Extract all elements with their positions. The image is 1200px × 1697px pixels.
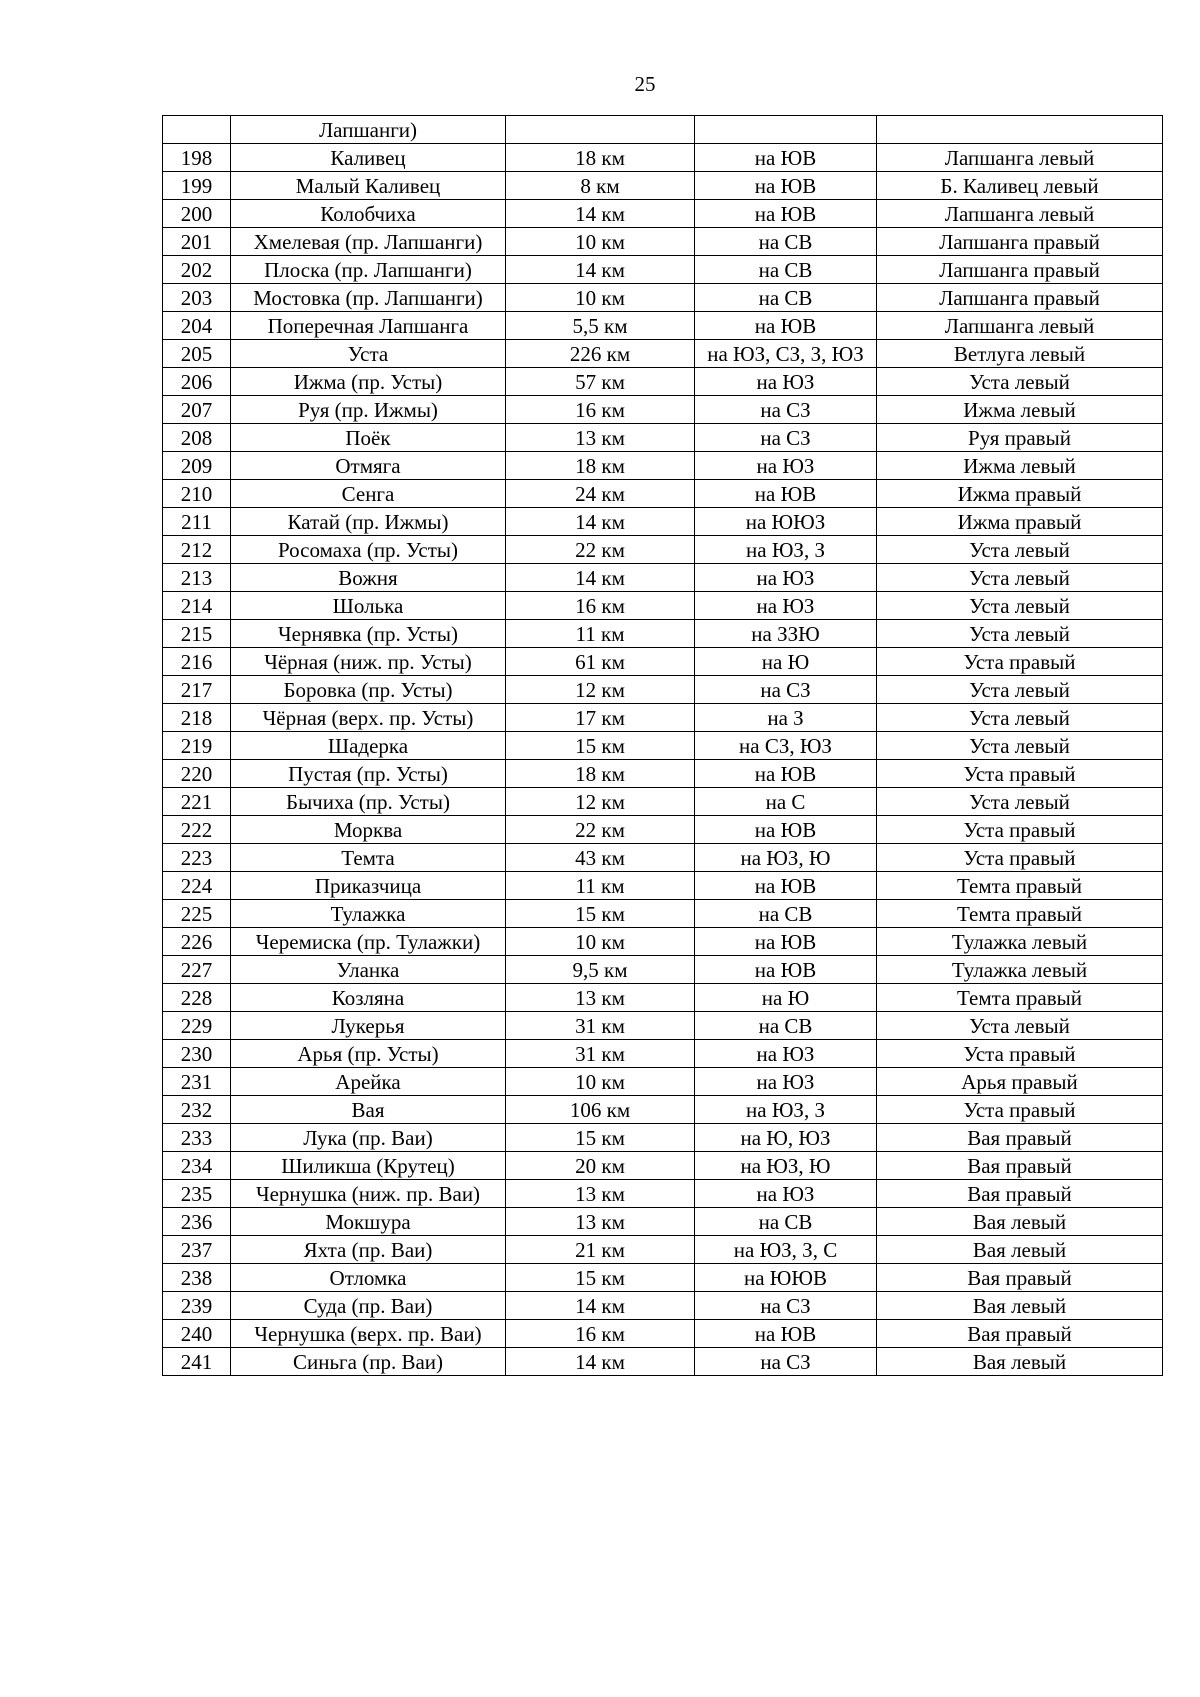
river-length-cell: 10 км bbox=[506, 228, 695, 256]
flow-direction-cell: на ЮЗ bbox=[695, 592, 877, 620]
flow-direction-cell: на ЮЗ, СЗ, З, ЮЗ bbox=[695, 340, 877, 368]
flow-direction-cell: на ЮВ bbox=[695, 172, 877, 200]
rivers-table-body bbox=[163, 116, 1163, 1376]
row-number-cell: 228 bbox=[163, 984, 231, 1012]
flow-direction-cell: на ЮВ bbox=[695, 1320, 877, 1348]
river-length-cell: 14 км bbox=[506, 1292, 695, 1320]
river-length-cell: 226 км bbox=[506, 340, 695, 368]
row-number-cell: 223 bbox=[163, 844, 231, 872]
mouth-side-cell: Уста правый bbox=[877, 844, 1163, 872]
flow-direction-cell: на ЮЗ bbox=[695, 1068, 877, 1096]
row-number-cell: 211 bbox=[163, 508, 231, 536]
flow-direction-cell: на ЮЗ bbox=[695, 452, 877, 480]
river-name-cell: Руя (пр. Ижмы) bbox=[231, 396, 506, 424]
river-name-cell: Росомаха (пр. Усты) bbox=[231, 536, 506, 564]
table-row bbox=[163, 312, 1163, 340]
river-name-cell: Шадерка bbox=[231, 732, 506, 760]
mouth-side-cell: Тулажка левый bbox=[877, 928, 1163, 956]
table-row bbox=[163, 1180, 1163, 1208]
mouth-side-cell: Уста левый bbox=[877, 788, 1163, 816]
river-name-cell: Чернявка (пр. Усты) bbox=[231, 620, 506, 648]
table-row bbox=[163, 228, 1163, 256]
table-row bbox=[163, 172, 1163, 200]
row-number-cell: 205 bbox=[163, 340, 231, 368]
river-length-cell: 11 км bbox=[506, 872, 695, 900]
river-length-cell: 12 км bbox=[506, 788, 695, 816]
river-name-cell: Плоска (пр. Лапшанги) bbox=[231, 256, 506, 284]
river-length-cell: 15 км bbox=[506, 900, 695, 928]
flow-direction-cell: на ЮВ bbox=[695, 760, 877, 788]
table-row bbox=[163, 480, 1163, 508]
river-length-cell: 57 км bbox=[506, 368, 695, 396]
row-number-cell: 217 bbox=[163, 676, 231, 704]
river-name-cell: Шиликша (Крутец) bbox=[231, 1152, 506, 1180]
table-row bbox=[163, 1012, 1163, 1040]
flow-direction-cell: на СВ bbox=[695, 284, 877, 312]
flow-direction-cell: на ЗЗЮ bbox=[695, 620, 877, 648]
river-length-cell: 106 км bbox=[506, 1096, 695, 1124]
row-number-cell: 216 bbox=[163, 648, 231, 676]
row-number-cell: 241 bbox=[163, 1348, 231, 1376]
river-length-cell: 9,5 км bbox=[506, 956, 695, 984]
table-row bbox=[163, 200, 1163, 228]
row-number-cell: 220 bbox=[163, 760, 231, 788]
row-number-cell: 215 bbox=[163, 620, 231, 648]
row-number-cell: 225 bbox=[163, 900, 231, 928]
river-name-cell: Ижма (пр. Усты) bbox=[231, 368, 506, 396]
row-number-cell: 237 bbox=[163, 1236, 231, 1264]
row-number-cell: 201 bbox=[163, 228, 231, 256]
row-number-cell: 199 bbox=[163, 172, 231, 200]
river-name-cell: Уланка bbox=[231, 956, 506, 984]
flow-direction-cell: на ЮЗ, Ю bbox=[695, 844, 877, 872]
river-name-cell: Отломка bbox=[231, 1264, 506, 1292]
row-number-cell: 236 bbox=[163, 1208, 231, 1236]
river-name-cell: Арья (пр. Усты) bbox=[231, 1040, 506, 1068]
mouth-side-cell: Вая левый bbox=[877, 1208, 1163, 1236]
flow-direction-cell: на СВ bbox=[695, 228, 877, 256]
row-number-cell: 233 bbox=[163, 1124, 231, 1152]
flow-direction-cell: на СВ bbox=[695, 900, 877, 928]
mouth-side-cell: Вая левый bbox=[877, 1348, 1163, 1376]
river-length-cell: 10 км bbox=[506, 1068, 695, 1096]
river-length-cell: 16 км bbox=[506, 592, 695, 620]
river-length-cell: 14 км bbox=[506, 1348, 695, 1376]
river-name-cell: Отмяга bbox=[231, 452, 506, 480]
river-length-cell: 10 км bbox=[506, 284, 695, 312]
river-name-cell: Тулажка bbox=[231, 900, 506, 928]
table-row bbox=[163, 564, 1163, 592]
table-row bbox=[163, 592, 1163, 620]
mouth-side-cell: Ижма правый bbox=[877, 508, 1163, 536]
flow-direction-cell: на ЮЗ bbox=[695, 368, 877, 396]
flow-direction-cell: на ЮВ bbox=[695, 480, 877, 508]
river-name-cell: Козляна bbox=[231, 984, 506, 1012]
table-row bbox=[163, 816, 1163, 844]
river-name-cell: Черемиска (пр. Тулажки) bbox=[231, 928, 506, 956]
river-name-cell: Синьга (пр. Ваи) bbox=[231, 1348, 506, 1376]
river-length-cell: 12 км bbox=[506, 676, 695, 704]
row-number-cell: 222 bbox=[163, 816, 231, 844]
table-row bbox=[163, 1264, 1163, 1292]
mouth-side-cell: Темта правый bbox=[877, 900, 1163, 928]
river-name-cell: Уста bbox=[231, 340, 506, 368]
flow-direction-cell: на ЮЗ, З bbox=[695, 1096, 877, 1124]
river-length-cell: 24 км bbox=[506, 480, 695, 508]
river-length-cell: 15 км bbox=[506, 732, 695, 760]
mouth-side-cell: Ижма левый bbox=[877, 452, 1163, 480]
mouth-side-cell: Тулажка левый bbox=[877, 956, 1163, 984]
river-length-cell: 22 км bbox=[506, 536, 695, 564]
river-length-cell: 21 км bbox=[506, 1236, 695, 1264]
row-number-cell: 219 bbox=[163, 732, 231, 760]
row-number-cell: 238 bbox=[163, 1264, 231, 1292]
mouth-side-cell: Вая правый bbox=[877, 1320, 1163, 1348]
mouth-side-cell: Лапшанга правый bbox=[877, 228, 1163, 256]
river-name-cell: Поёк bbox=[231, 424, 506, 452]
river-length-cell: 14 км bbox=[506, 508, 695, 536]
mouth-side-cell: Уста левый bbox=[877, 732, 1163, 760]
flow-direction-cell: на ЮЗ, З, С bbox=[695, 1236, 877, 1264]
flow-direction-cell: на СВ bbox=[695, 256, 877, 284]
row-number-cell: 229 bbox=[163, 1012, 231, 1040]
table-row bbox=[163, 1124, 1163, 1152]
flow-direction-cell: на Ю, ЮЗ bbox=[695, 1124, 877, 1152]
river-name-cell: Лука (пр. Ваи) bbox=[231, 1124, 506, 1152]
mouth-side-cell: Уста левый bbox=[877, 1012, 1163, 1040]
table-row bbox=[163, 284, 1163, 312]
mouth-side-cell: Темта правый bbox=[877, 984, 1163, 1012]
flow-direction-cell: на ЮЗ, Ю bbox=[695, 1152, 877, 1180]
mouth-side-cell: Уста правый bbox=[877, 760, 1163, 788]
flow-direction-cell: на СЗ bbox=[695, 676, 877, 704]
river-name-cell: Арейка bbox=[231, 1068, 506, 1096]
flow-direction-cell: на Ю bbox=[695, 984, 877, 1012]
row-number-cell: 227 bbox=[163, 956, 231, 984]
flow-direction-cell bbox=[695, 116, 877, 144]
river-length-cell: 20 км bbox=[506, 1152, 695, 1180]
table-row bbox=[163, 116, 1163, 144]
table-row bbox=[163, 424, 1163, 452]
mouth-side-cell: Лапшанга левый bbox=[877, 144, 1163, 172]
row-number-cell: 240 bbox=[163, 1320, 231, 1348]
mouth-side-cell: Уста левый bbox=[877, 704, 1163, 732]
river-length-cell: 13 км bbox=[506, 1208, 695, 1236]
mouth-side-cell: Уста левый bbox=[877, 536, 1163, 564]
row-number-cell: 209 bbox=[163, 452, 231, 480]
mouth-side-cell: Уста правый bbox=[877, 648, 1163, 676]
row-number-cell: 231 bbox=[163, 1068, 231, 1096]
flow-direction-cell: на СЗ, ЮЗ bbox=[695, 732, 877, 760]
river-length-cell: 11 км bbox=[506, 620, 695, 648]
river-length-cell: 14 км bbox=[506, 200, 695, 228]
river-length-cell: 13 км bbox=[506, 424, 695, 452]
mouth-side-cell: Лапшанга левый bbox=[877, 200, 1163, 228]
table-row bbox=[163, 536, 1163, 564]
flow-direction-cell: на ЮЮВ bbox=[695, 1264, 877, 1292]
river-name-cell: Бычиха (пр. Усты) bbox=[231, 788, 506, 816]
table-row bbox=[163, 508, 1163, 536]
flow-direction-cell: на СВ bbox=[695, 1012, 877, 1040]
table-row bbox=[163, 1208, 1163, 1236]
mouth-side-cell: Уста левый bbox=[877, 564, 1163, 592]
row-number-cell: 226 bbox=[163, 928, 231, 956]
mouth-side-cell: Уста левый bbox=[877, 620, 1163, 648]
mouth-side-cell: Вая правый bbox=[877, 1180, 1163, 1208]
river-length-cell: 5,5 км bbox=[506, 312, 695, 340]
river-name-cell: Суда (пр. Ваи) bbox=[231, 1292, 506, 1320]
mouth-side-cell: Уста правый bbox=[877, 816, 1163, 844]
river-name-cell: Хмелевая (пр. Лапшанги) bbox=[231, 228, 506, 256]
mouth-side-cell: Вая правый bbox=[877, 1152, 1163, 1180]
river-length-cell: 31 км bbox=[506, 1012, 695, 1040]
table-row bbox=[163, 788, 1163, 816]
row-number-cell: 239 bbox=[163, 1292, 231, 1320]
flow-direction-cell: на ЮЗ bbox=[695, 564, 877, 592]
river-name-cell: Лапшанги) bbox=[231, 116, 506, 144]
river-name-cell: Поперечная Лапшанга bbox=[231, 312, 506, 340]
river-length-cell bbox=[506, 116, 695, 144]
river-length-cell: 15 км bbox=[506, 1124, 695, 1152]
table-row bbox=[163, 144, 1163, 172]
table-row bbox=[163, 1320, 1163, 1348]
river-length-cell: 16 км bbox=[506, 396, 695, 424]
mouth-side-cell: Уста левый bbox=[877, 592, 1163, 620]
flow-direction-cell: на ЮВ bbox=[695, 312, 877, 340]
table-row bbox=[163, 368, 1163, 396]
row-number-cell bbox=[163, 116, 231, 144]
mouth-side-cell: Уста правый bbox=[877, 1096, 1163, 1124]
mouth-side-cell: Вая левый bbox=[877, 1292, 1163, 1320]
mouth-side-cell: Уста левый bbox=[877, 676, 1163, 704]
mouth-side-cell: Вая левый bbox=[877, 1236, 1163, 1264]
table-row bbox=[163, 1236, 1163, 1264]
flow-direction-cell: на С bbox=[695, 788, 877, 816]
mouth-side-cell: Ижма правый bbox=[877, 480, 1163, 508]
table-row bbox=[163, 620, 1163, 648]
river-length-cell: 14 км bbox=[506, 256, 695, 284]
flow-direction-cell: на ЮВ bbox=[695, 816, 877, 844]
river-length-cell: 18 км bbox=[506, 760, 695, 788]
table-row bbox=[163, 900, 1163, 928]
river-name-cell: Чёрная (ниж. пр. Усты) bbox=[231, 648, 506, 676]
flow-direction-cell: на ЮЗ bbox=[695, 1040, 877, 1068]
row-number-cell: 202 bbox=[163, 256, 231, 284]
river-name-cell: Боровка (пр. Усты) bbox=[231, 676, 506, 704]
river-name-cell: Темта bbox=[231, 844, 506, 872]
flow-direction-cell: на ЮВ bbox=[695, 200, 877, 228]
table-row bbox=[163, 1152, 1163, 1180]
river-name-cell: Вая bbox=[231, 1096, 506, 1124]
river-name-cell: Каливец bbox=[231, 144, 506, 172]
table-row bbox=[163, 340, 1163, 368]
river-name-cell: Мокшура bbox=[231, 1208, 506, 1236]
mouth-side-cell: Вая правый bbox=[877, 1264, 1163, 1292]
mouth-side-cell: Ветлуга левый bbox=[877, 340, 1163, 368]
table-row bbox=[163, 928, 1163, 956]
row-number-cell: 232 bbox=[163, 1096, 231, 1124]
river-length-cell: 14 км bbox=[506, 564, 695, 592]
table-row bbox=[163, 872, 1163, 900]
row-number-cell: 204 bbox=[163, 312, 231, 340]
table-row bbox=[163, 1040, 1163, 1068]
row-number-cell: 235 bbox=[163, 1180, 231, 1208]
flow-direction-cell: на ЮЮЗ bbox=[695, 508, 877, 536]
flow-direction-cell: на ЮВ bbox=[695, 956, 877, 984]
flow-direction-cell: на СЗ bbox=[695, 396, 877, 424]
river-length-cell: 8 км bbox=[506, 172, 695, 200]
river-length-cell: 18 км bbox=[506, 452, 695, 480]
flow-direction-cell: на СЗ bbox=[695, 424, 877, 452]
mouth-side-cell: Руя правый bbox=[877, 424, 1163, 452]
flow-direction-cell: на СЗ bbox=[695, 1292, 877, 1320]
row-number-cell: 206 bbox=[163, 368, 231, 396]
river-length-cell: 15 км bbox=[506, 1264, 695, 1292]
flow-direction-cell: на СВ bbox=[695, 1208, 877, 1236]
river-length-cell: 16 км bbox=[506, 1320, 695, 1348]
table-row bbox=[163, 1348, 1163, 1376]
mouth-side-cell: Уста левый bbox=[877, 368, 1163, 396]
mouth-side-cell: Уста правый bbox=[877, 1040, 1163, 1068]
river-name-cell: Малый Каливец bbox=[231, 172, 506, 200]
mouth-side-cell: Арья правый bbox=[877, 1068, 1163, 1096]
table-row bbox=[163, 844, 1163, 872]
river-length-cell: 13 км bbox=[506, 984, 695, 1012]
mouth-side-cell: Лапшанга правый bbox=[877, 256, 1163, 284]
table-row bbox=[163, 984, 1163, 1012]
river-length-cell: 13 км bbox=[506, 1180, 695, 1208]
river-name-cell: Чернушка (верх. пр. Ваи) bbox=[231, 1320, 506, 1348]
river-name-cell: Яхта (пр. Ваи) bbox=[231, 1236, 506, 1264]
river-name-cell: Приказчица bbox=[231, 872, 506, 900]
row-number-cell: 200 bbox=[163, 200, 231, 228]
row-number-cell: 224 bbox=[163, 872, 231, 900]
flow-direction-cell: на ЮВ bbox=[695, 144, 877, 172]
river-name-cell: Морква bbox=[231, 816, 506, 844]
river-length-cell: 18 км bbox=[506, 144, 695, 172]
mouth-side-cell: Лапшанга левый bbox=[877, 312, 1163, 340]
row-number-cell: 198 bbox=[163, 144, 231, 172]
rivers-table bbox=[162, 115, 1163, 1376]
river-name-cell: Пустая (пр. Усты) bbox=[231, 760, 506, 788]
flow-direction-cell: на СЗ bbox=[695, 1348, 877, 1376]
mouth-side-cell: Темта правый bbox=[877, 872, 1163, 900]
table-row bbox=[163, 704, 1163, 732]
flow-direction-cell: на ЮВ bbox=[695, 928, 877, 956]
river-length-cell: 31 км bbox=[506, 1040, 695, 1068]
mouth-side-cell: Б. Каливец левый bbox=[877, 172, 1163, 200]
table-row bbox=[163, 956, 1163, 984]
row-number-cell: 230 bbox=[163, 1040, 231, 1068]
row-number-cell: 212 bbox=[163, 536, 231, 564]
river-name-cell: Катай (пр. Ижмы) bbox=[231, 508, 506, 536]
row-number-cell: 218 bbox=[163, 704, 231, 732]
river-length-cell: 61 км bbox=[506, 648, 695, 676]
table-row bbox=[163, 1292, 1163, 1320]
row-number-cell: 207 bbox=[163, 396, 231, 424]
river-name-cell: Мостовка (пр. Лапшанги) bbox=[231, 284, 506, 312]
mouth-side-cell bbox=[877, 116, 1163, 144]
row-number-cell: 203 bbox=[163, 284, 231, 312]
table-row bbox=[163, 648, 1163, 676]
row-number-cell: 221 bbox=[163, 788, 231, 816]
page-number: 25 bbox=[634, 72, 656, 96]
table-row bbox=[163, 396, 1163, 424]
river-name-cell: Вожня bbox=[231, 564, 506, 592]
flow-direction-cell: на Ю bbox=[695, 648, 877, 676]
river-length-cell: 10 км bbox=[506, 928, 695, 956]
river-name-cell: Чернушка (ниж. пр. Ваи) bbox=[231, 1180, 506, 1208]
river-name-cell: Шолька bbox=[231, 592, 506, 620]
river-length-cell: 43 км bbox=[506, 844, 695, 872]
river-length-cell: 22 км bbox=[506, 816, 695, 844]
mouth-side-cell: Ижма левый bbox=[877, 396, 1163, 424]
row-number-cell: 213 bbox=[163, 564, 231, 592]
table-row bbox=[163, 1096, 1163, 1124]
river-name-cell: Колобчиха bbox=[231, 200, 506, 228]
table-row bbox=[163, 452, 1163, 480]
table-row bbox=[163, 760, 1163, 788]
row-number-cell: 234 bbox=[163, 1152, 231, 1180]
mouth-side-cell: Лапшанга правый bbox=[877, 284, 1163, 312]
river-name-cell: Лукерья bbox=[231, 1012, 506, 1040]
row-number-cell: 210 bbox=[163, 480, 231, 508]
river-name-cell: Чёрная (верх. пр. Усты) bbox=[231, 704, 506, 732]
river-length-cell: 17 км bbox=[506, 704, 695, 732]
row-number-cell: 214 bbox=[163, 592, 231, 620]
row-number-cell: 208 bbox=[163, 424, 231, 452]
flow-direction-cell: на ЮВ bbox=[695, 872, 877, 900]
table-row bbox=[163, 732, 1163, 760]
flow-direction-cell: на ЮЗ, З bbox=[695, 536, 877, 564]
flow-direction-cell: на З bbox=[695, 704, 877, 732]
mouth-side-cell: Вая правый bbox=[877, 1124, 1163, 1152]
river-name-cell: Сенга bbox=[231, 480, 506, 508]
table-row bbox=[163, 1068, 1163, 1096]
flow-direction-cell: на ЮЗ bbox=[695, 1180, 877, 1208]
table-row bbox=[163, 676, 1163, 704]
table-row bbox=[163, 256, 1163, 284]
